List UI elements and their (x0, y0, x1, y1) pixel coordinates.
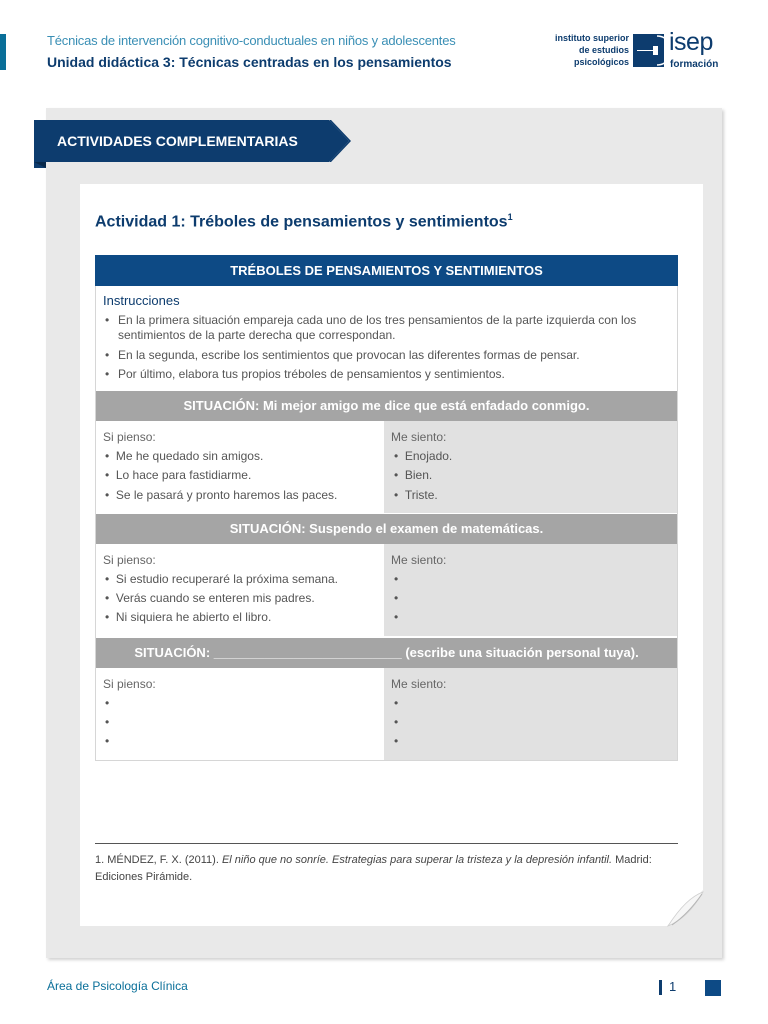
thought-item: • (105, 734, 110, 748)
situation-1-thoughts (96, 421, 384, 513)
isep-logo (555, 28, 736, 71)
activity-title: Actividad 1: Tréboles de pensamientos y sentimientos$^1$ (95, 212, 513, 231)
clover-table (95, 255, 678, 761)
situation-1-feelings (384, 421, 677, 513)
instruction-item: • Por último, elabora tus propios tréboles de pensamientos y sentimientos. (105, 367, 505, 381)
think-label: Si pienso: (103, 430, 156, 444)
situation-1-title: SITUACIÓN: Mi mejor amigo me dice que está enfadado conmigo. (96, 391, 677, 421)
feeling-item: • (394, 696, 399, 710)
feeling-item: • (394, 591, 399, 605)
feel-label: Me siento: (391, 677, 447, 691)
feeling-item: • (394, 715, 399, 729)
situation-2-feelings (384, 544, 677, 636)
situation-3-thoughts (96, 668, 384, 760)
logo-sub: formación (670, 59, 719, 70)
feeling-item: • (394, 572, 399, 586)
feeling-item: • (394, 610, 399, 624)
instruction-item: • En la primera situación empareja cada uno de los tres pensamientos de la parte izquierda con los sentimientos de la parte derecha que correspondan. (105, 313, 637, 342)
course-title: Técnicas de intervención cognitivo-conductuales en niños y adolescentes (47, 33, 456, 48)
table-header: TRÉBOLES DE PENSAMIENTOS Y SENTIMIENTOS (95, 255, 678, 286)
page-number: 1 (669, 979, 677, 994)
situation-2-title: SITUACIÓN: Suspendo el examen de matemáticas. (96, 514, 677, 544)
header-accent-bar (0, 34, 6, 70)
footer-area: Área de Psicología Clínica (47, 979, 188, 993)
feel-label: Me siento: (391, 553, 447, 567)
logo-mark-icon (633, 34, 664, 67)
situation-3-feelings (384, 668, 677, 760)
feel-label: Me siento: (391, 430, 447, 444)
feeling-item: • Bien. (394, 468, 433, 482)
thought-item: • Me he quedado sin amigos. (105, 449, 264, 463)
logo-tagline: instituto superior de estudios psicológicos (555, 33, 629, 67)
thought-item: • Ni siquiera he abierto el libro. (105, 610, 272, 624)
footnote-divider (95, 843, 678, 844)
thought-item: • (105, 715, 110, 729)
logo-brand: isep (669, 28, 713, 56)
page-curl-icon (664, 888, 704, 928)
thought-item: • Lo hace para fastidiarme. (105, 468, 252, 482)
footnote-ref: 1 (507, 212, 513, 222)
footer-square (705, 980, 721, 996)
thought-item: • (105, 696, 110, 710)
feeling-item: • Triste. (394, 488, 438, 502)
feeling-item: • (394, 734, 399, 748)
situation-2-thoughts (96, 544, 384, 636)
page-number-bar (659, 980, 662, 995)
instructions-title: Instrucciones (103, 293, 180, 308)
thought-item: • Si estudio recuperaré la próxima semana. (105, 572, 338, 586)
footnote: 1. MÉNDEZ, F. X. (2011). El niño que no sonríe. Estrategias para superar la tristeza y la depresión infantil. Madrid: Ediciones Pirámide. (95, 854, 652, 883)
feeling-item: • Enojado. (394, 449, 453, 463)
footnote-book-title: El niño que no sonríe. Estrategias para superar la tristeza y la depresión infantil. (221, 854, 613, 866)
think-label: Si pienso: (103, 553, 156, 567)
thought-item: • Se le pasará y pronto haremos las paces. (105, 488, 338, 502)
banner-arrow-icon (323, 120, 351, 162)
section-banner: ACTIVIDADES COMPLEMENTARIAS (46, 120, 329, 162)
unit-title: Unidad didáctica 3: Técnicas centradas en los pensamientos (47, 54, 452, 70)
banner-tab (34, 120, 46, 168)
instruction-item: • En la segunda, escribe los sentimientos que provocan las diferentes formas de pensar. (105, 348, 580, 362)
banner-fold (34, 162, 46, 168)
thought-item: • Verás cuando se enteren mis padres. (105, 591, 315, 605)
situation-3-title: SITUACIÓN: __________________________ (escribe una situación personal tuya). (96, 638, 677, 668)
think-label: Si pienso: (103, 677, 156, 691)
